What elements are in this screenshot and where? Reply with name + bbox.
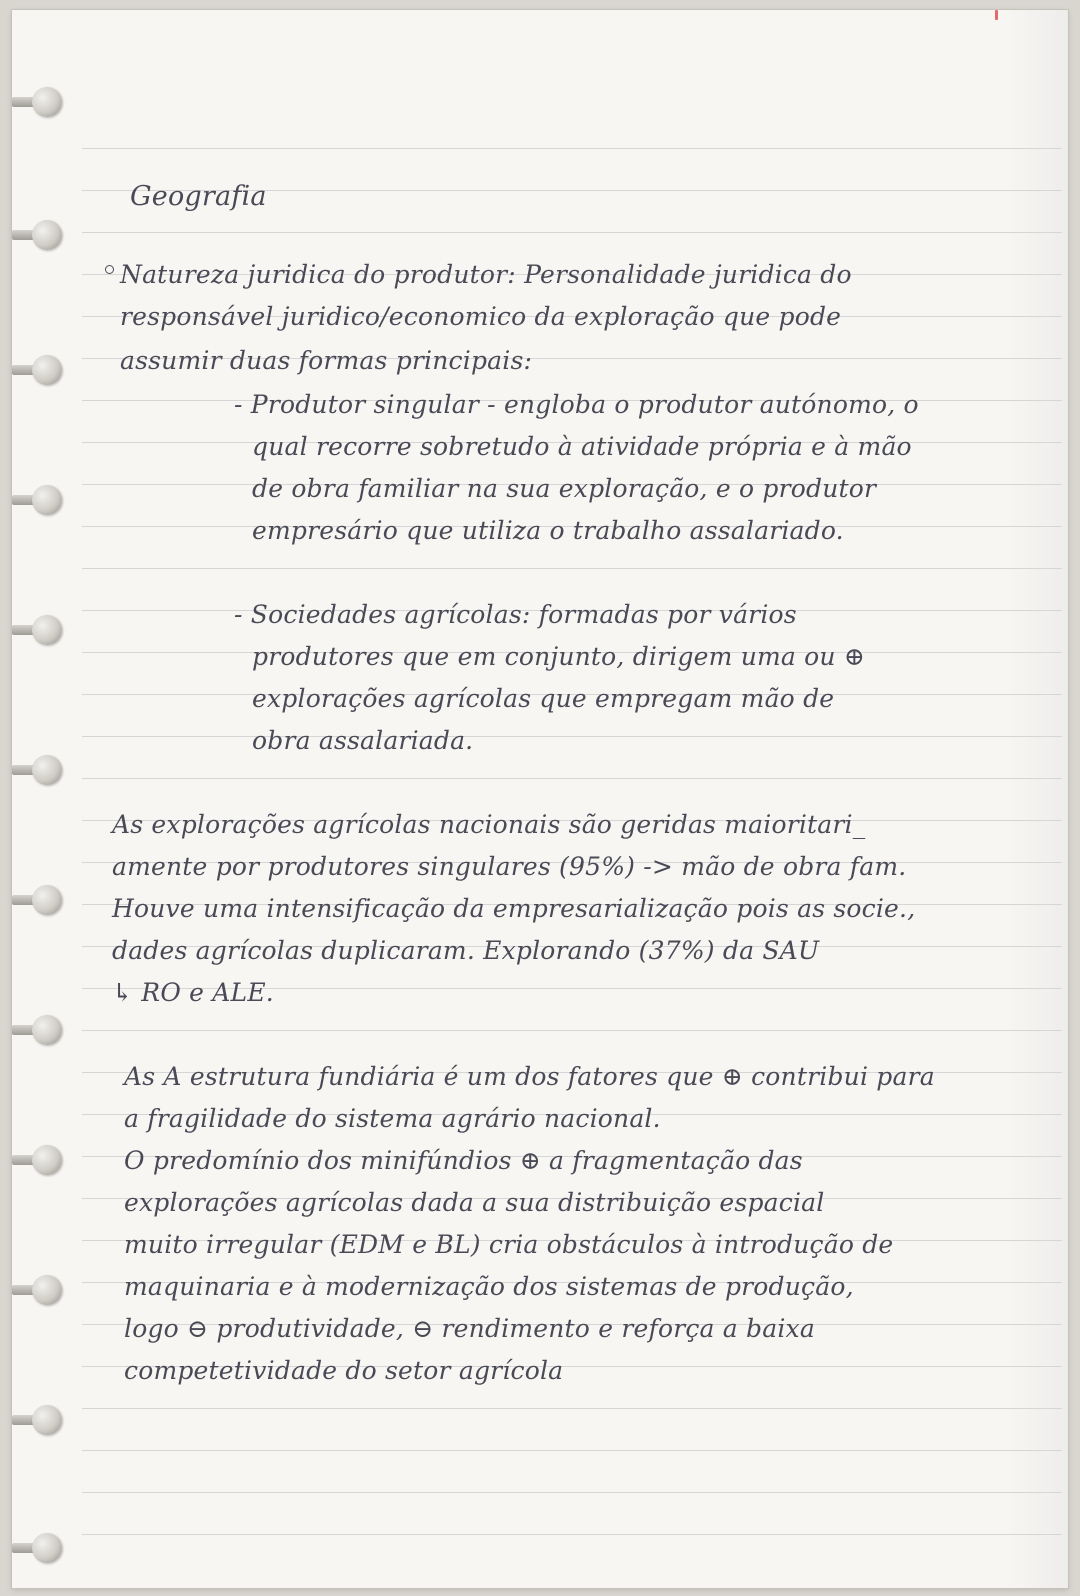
note-line: - Produtor singular - engloba o produtor autónomo, o	[234, 390, 919, 419]
page-title: Geografia	[130, 181, 267, 212]
note-line: - Sociedades agrícolas: formadas por vários	[234, 600, 797, 629]
note-line: explorações agrícolas dada a sua distribuição espacial	[124, 1188, 825, 1217]
note-line: responsável juridico/economico da exploração que pode	[120, 302, 842, 331]
note-line: O predomínio dos minifúndios ⊕ a fragmentação das	[124, 1146, 803, 1175]
note-line: empresário que utiliza o trabalho assalariado.	[252, 516, 844, 545]
note-line: explorações agrícolas que empregam mão de	[252, 684, 835, 713]
note-line: ↳ RO e ALE.	[112, 978, 274, 1007]
note-line: competetividade do setor agrícola	[124, 1356, 564, 1385]
note-line: Houve uma intensificação da empresarialização pois as socie.,	[112, 894, 916, 923]
bullet-point	[105, 265, 114, 274]
note-line: As explorações agrícolas nacionais são geridas maioritari_	[112, 810, 866, 839]
note-line: Natureza juridica do produtor: Personalidade juridica do	[120, 260, 852, 289]
handwritten-notes	[12, 10, 1068, 1588]
note-line: amente por produtores singulares (95%) -> mão de obra fam.	[112, 852, 907, 881]
note-line: As A estrutura fundiária é um dos fatores que ⊕ contribui para	[124, 1062, 935, 1091]
note-line: de obra familiar na sua exploração, e o produtor	[252, 474, 877, 503]
note-line: obra assalariada.	[252, 726, 474, 755]
note-line: assumir duas formas principais:	[120, 346, 533, 375]
note-line: muito irregular (EDM e BL) cria obstáculos à introdução de	[124, 1230, 894, 1259]
note-line: qual recorre sobretudo à atividade própria e à mão	[252, 432, 912, 461]
note-line: logo ⊖ produtividade, ⊖ rendimento e reforça a baixa	[124, 1314, 815, 1343]
note-line: a fragilidade do sistema agrário nacional.	[124, 1104, 661, 1133]
note-line: maquinaria e à modernização dos sistemas de produção,	[124, 1272, 854, 1301]
note-line: dades agrícolas duplicaram. Explorando (37%) da SAU	[112, 936, 820, 965]
notebook-page	[12, 10, 1068, 1588]
note-line: produtores que em conjunto, dirigem uma ou ⊕	[252, 642, 866, 671]
